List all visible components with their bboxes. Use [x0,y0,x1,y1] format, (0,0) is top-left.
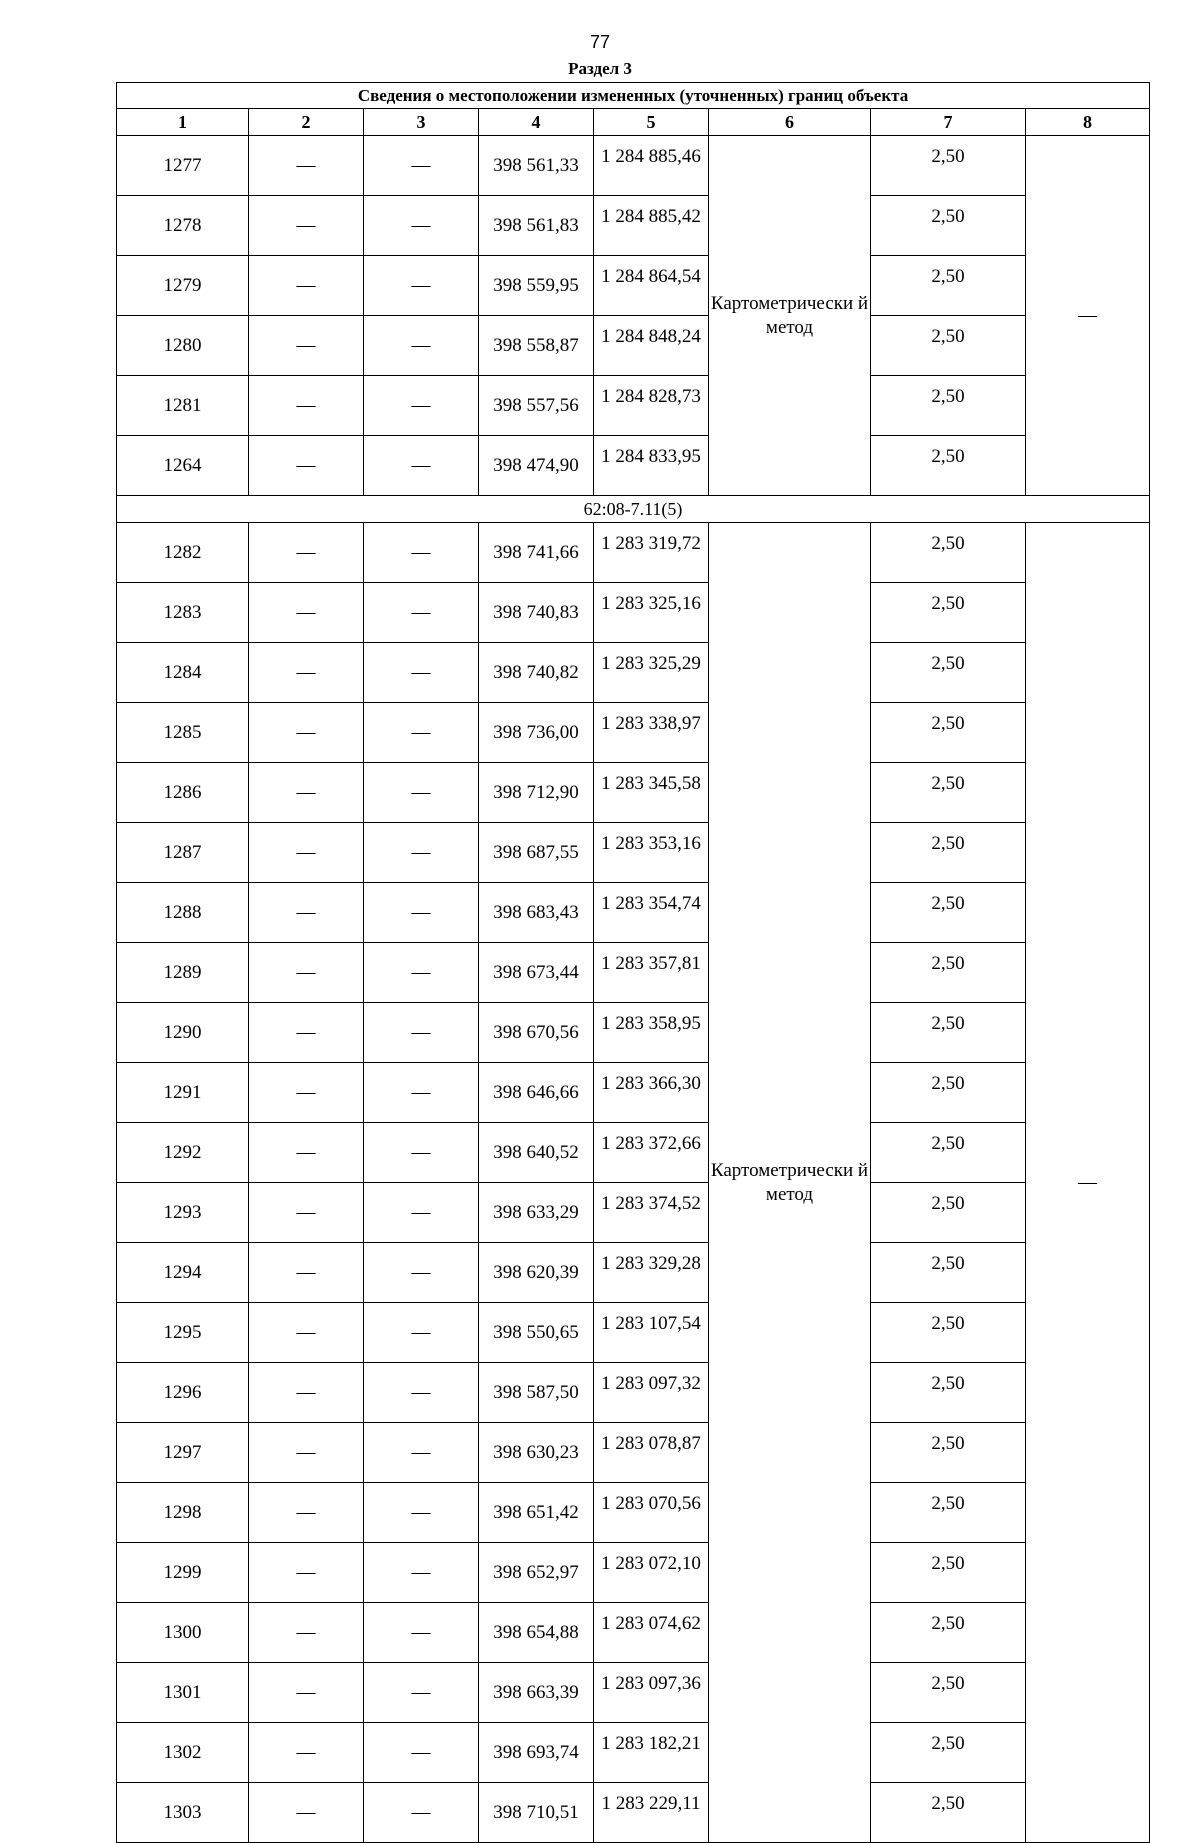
col3-cell: — [364,1243,479,1303]
accuracy-cell: 2,50 [871,1063,1026,1123]
group-label: 62:08-7.11(5) [117,496,1150,523]
col3-cell: — [364,523,479,583]
col2-cell: — [249,583,364,643]
col2-cell: — [249,316,364,376]
col8-cell: — [1026,523,1150,1843]
point-number-cell: 1298 [117,1483,249,1543]
point-number-cell: 1301 [117,1663,249,1723]
y-coordinate-cell: 1 283 353,16 [594,823,709,883]
accuracy-cell: 2,50 [871,703,1026,763]
point-number-cell: 1303 [117,1783,249,1843]
col2-cell: — [249,1423,364,1483]
col3-cell: — [364,136,479,196]
table-row [117,376,1150,436]
col3-cell: — [364,583,479,643]
col3-cell: — [364,823,479,883]
table-row [117,703,1150,763]
point-number-cell: 1289 [117,943,249,1003]
table-row [117,823,1150,883]
column-number-3: 3 [364,109,479,136]
x-coordinate-cell: 398 693,74 [479,1723,594,1783]
table-row [117,1303,1150,1363]
y-coordinate-cell: 1 284 833,95 [594,436,709,496]
col3-cell: — [364,1003,479,1063]
method-cell: Картометрически й метод [709,523,871,1843]
column-number-5: 5 [594,109,709,136]
col2-cell: — [249,883,364,943]
y-coordinate-cell: 1 284 864,54 [594,256,709,316]
point-number-cell: 1281 [117,376,249,436]
x-coordinate-cell: 398 683,43 [479,883,594,943]
col3-cell: — [364,316,479,376]
accuracy-cell: 2,50 [871,1003,1026,1063]
col2-cell: — [249,1783,364,1843]
y-coordinate-cell: 1 283 097,36 [594,1663,709,1723]
accuracy-cell: 2,50 [871,823,1026,883]
y-coordinate-cell: 1 283 329,28 [594,1243,709,1303]
x-coordinate-cell: 398 670,56 [479,1003,594,1063]
x-coordinate-cell: 398 673,44 [479,943,594,1003]
y-coordinate-cell: 1 283 319,72 [594,523,709,583]
point-number-cell: 1279 [117,256,249,316]
x-coordinate-cell: 398 654,88 [479,1603,594,1663]
y-coordinate-cell: 1 283 325,29 [594,643,709,703]
y-coordinate-cell: 1 284 885,46 [594,136,709,196]
accuracy-cell: 2,50 [871,1243,1026,1303]
table-row [117,763,1150,823]
y-coordinate-cell: 1 283 229,11 [594,1783,709,1843]
point-number-cell: 1287 [117,823,249,883]
col3-cell: — [364,1123,479,1183]
y-coordinate-cell: 1 283 354,74 [594,883,709,943]
accuracy-cell: 2,50 [871,883,1026,943]
x-coordinate-cell: 398 712,90 [479,763,594,823]
page-number: 77 [589,32,611,52]
col2-cell: — [249,256,364,316]
col2-cell: — [249,1183,364,1243]
col2-cell: — [249,643,364,703]
col3-cell: — [364,943,479,1003]
accuracy-cell: 2,50 [871,1603,1026,1663]
point-number-cell: 1302 [117,1723,249,1783]
table-caption: Сведения о местоположении измененных (уточненных) границ объекта [117,83,1150,109]
x-coordinate-cell: 398 640,52 [479,1123,594,1183]
column-number-8: 8 [1026,109,1150,136]
col3-cell: — [364,703,479,763]
col2-cell: — [249,763,364,823]
x-coordinate-cell: 398 630,23 [479,1423,594,1483]
point-number-cell: 1291 [117,1063,249,1123]
y-coordinate-cell: 1 284 885,42 [594,196,709,256]
col3-cell: — [364,1303,479,1363]
accuracy-cell: 2,50 [871,1423,1026,1483]
col2-cell: — [249,823,364,883]
table-row [117,1483,1150,1543]
col3-cell: — [364,883,479,943]
x-coordinate-cell: 398 741,66 [479,523,594,583]
accuracy-cell: 2,50 [871,256,1026,316]
table-row [117,1363,1150,1423]
table-row [117,1783,1150,1843]
point-number-cell: 1295 [117,1303,249,1363]
point-number-cell: 1283 [117,583,249,643]
col3-cell: — [364,1483,479,1543]
column-number-row [117,109,1150,136]
accuracy-cell: 2,50 [871,1723,1026,1783]
col3-cell: — [364,643,479,703]
col2-cell: — [249,1123,364,1183]
point-number-cell: 1297 [117,1423,249,1483]
accuracy-cell: 2,50 [871,1363,1026,1423]
table-row [117,643,1150,703]
y-coordinate-cell: 1 284 828,73 [594,376,709,436]
accuracy-cell: 2,50 [871,1483,1026,1543]
table-row [117,1603,1150,1663]
y-coordinate-cell: 1 283 097,32 [594,1363,709,1423]
x-coordinate-cell: 398 558,87 [479,316,594,376]
accuracy-cell: 2,50 [871,763,1026,823]
accuracy-cell: 2,50 [871,1123,1026,1183]
x-coordinate-cell: 398 740,83 [479,583,594,643]
col3-cell: — [364,763,479,823]
point-number-cell: 1292 [117,1123,249,1183]
x-coordinate-cell: 398 474,90 [479,436,594,496]
point-number-cell: 1299 [117,1543,249,1603]
col2-cell: — [249,523,364,583]
table-row [117,1183,1150,1243]
accuracy-cell: 2,50 [871,1783,1026,1843]
table-row [117,883,1150,943]
col3-cell: — [364,1723,479,1783]
table-row [117,196,1150,256]
col3-cell: — [364,1423,479,1483]
accuracy-cell: 2,50 [871,1663,1026,1723]
point-number-cell: 1282 [117,523,249,583]
col3-cell: — [364,376,479,436]
col3-cell: — [364,1183,479,1243]
table-row [117,316,1150,376]
x-coordinate-cell: 398 561,83 [479,196,594,256]
y-coordinate-cell: 1 283 374,52 [594,1183,709,1243]
col8-cell: — [1026,136,1150,496]
table-row [117,1543,1150,1603]
y-coordinate-cell: 1 283 357,81 [594,943,709,1003]
accuracy-cell: 2,50 [871,583,1026,643]
x-coordinate-cell: 398 561,33 [479,136,594,196]
y-coordinate-cell: 1 283 358,95 [594,1003,709,1063]
table-row [117,1123,1150,1183]
table-body [117,136,1150,1843]
group-label-row [117,496,1150,523]
col2-cell: — [249,376,364,436]
point-number-cell: 1278 [117,196,249,256]
col3-cell: — [364,196,479,256]
point-number-cell: 1286 [117,763,249,823]
point-number-cell: 1280 [117,316,249,376]
accuracy-cell: 2,50 [871,943,1026,1003]
column-number-1: 1 [117,109,249,136]
accuracy-cell: 2,50 [871,136,1026,196]
table-row [117,1063,1150,1123]
column-number-6: 6 [709,109,871,136]
table-row [117,943,1150,1003]
method-cell: Картометрически й метод [709,136,871,496]
x-coordinate-cell: 398 587,50 [479,1363,594,1423]
accuracy-cell: 2,50 [871,1183,1026,1243]
table-caption-row [117,83,1150,109]
x-coordinate-cell: 398 740,82 [479,643,594,703]
table-row [117,583,1150,643]
col2-cell: — [249,436,364,496]
accuracy-cell: 2,50 [871,316,1026,376]
table-row [117,1003,1150,1063]
col3-cell: — [364,1543,479,1603]
x-coordinate-cell: 398 550,65 [479,1303,594,1363]
table-row [117,436,1150,496]
col3-cell: — [364,256,479,316]
x-coordinate-cell: 398 663,39 [479,1663,594,1723]
col3-cell: — [364,1603,479,1663]
accuracy-cell: 2,50 [871,523,1026,583]
col2-cell: — [249,1603,364,1663]
y-coordinate-cell: 1 283 345,58 [594,763,709,823]
accuracy-cell: 2,50 [871,1543,1026,1603]
col3-cell: — [364,1663,479,1723]
point-number-cell: 1293 [117,1183,249,1243]
table-row [117,256,1150,316]
y-coordinate-cell: 1 283 070,56 [594,1483,709,1543]
column-number-4: 4 [479,109,594,136]
y-coordinate-cell: 1 283 338,97 [594,703,709,763]
accuracy-cell: 2,50 [871,196,1026,256]
y-coordinate-cell: 1 283 372,66 [594,1123,709,1183]
point-number-cell: 1284 [117,643,249,703]
table-row [117,523,1150,583]
y-coordinate-cell: 1 283 366,30 [594,1063,709,1123]
y-coordinate-cell: 1 284 848,24 [594,316,709,376]
col2-cell: — [249,1003,364,1063]
column-number-2: 2 [249,109,364,136]
col3-cell: — [364,1063,479,1123]
x-coordinate-cell: 398 652,97 [479,1543,594,1603]
point-number-cell: 1300 [117,1603,249,1663]
col3-cell: — [364,1363,479,1423]
col2-cell: — [249,1243,364,1303]
x-coordinate-cell: 398 557,56 [479,376,594,436]
table-row [117,1243,1150,1303]
x-coordinate-cell: 398 736,00 [479,703,594,763]
col2-cell: — [249,703,364,763]
x-coordinate-cell: 398 651,42 [479,1483,594,1543]
y-coordinate-cell: 1 283 182,21 [594,1723,709,1783]
table-row [117,136,1150,196]
point-number-cell: 1294 [117,1243,249,1303]
col3-cell: — [364,1783,479,1843]
col2-cell: — [249,1723,364,1783]
x-coordinate-cell: 398 710,51 [479,1783,594,1843]
table-row [117,1723,1150,1783]
point-number-cell: 1288 [117,883,249,943]
column-number-7: 7 [871,109,1026,136]
accuracy-cell: 2,50 [871,1303,1026,1363]
point-number-cell: 1296 [117,1363,249,1423]
table-row [117,1423,1150,1483]
col2-cell: — [249,196,364,256]
col2-cell: — [249,136,364,196]
col3-cell: — [364,436,479,496]
y-coordinate-cell: 1 283 078,87 [594,1423,709,1483]
x-coordinate-cell: 398 559,95 [479,256,594,316]
point-number-cell: 1264 [117,436,249,496]
point-number-cell: 1277 [117,136,249,196]
y-coordinate-cell: 1 283 074,62 [594,1603,709,1663]
col2-cell: — [249,1063,364,1123]
boundary-coordinates-table [116,82,1150,1843]
table-row [117,1663,1150,1723]
x-coordinate-cell: 398 687,55 [479,823,594,883]
point-number-cell: 1290 [117,1003,249,1063]
accuracy-cell: 2,50 [871,436,1026,496]
col2-cell: — [249,1483,364,1543]
col2-cell: — [249,1543,364,1603]
x-coordinate-cell: 398 620,39 [479,1243,594,1303]
col2-cell: — [249,943,364,1003]
section-title: Раздел 3 [568,59,632,78]
col2-cell: — [249,1663,364,1723]
x-coordinate-cell: 398 633,29 [479,1183,594,1243]
col2-cell: — [249,1303,364,1363]
accuracy-cell: 2,50 [871,643,1026,703]
accuracy-cell: 2,50 [871,376,1026,436]
y-coordinate-cell: 1 283 072,10 [594,1543,709,1603]
y-coordinate-cell: 1 283 107,54 [594,1303,709,1363]
y-coordinate-cell: 1 283 325,16 [594,583,709,643]
x-coordinate-cell: 398 646,66 [479,1063,594,1123]
col2-cell: — [249,1363,364,1423]
point-number-cell: 1285 [117,703,249,763]
